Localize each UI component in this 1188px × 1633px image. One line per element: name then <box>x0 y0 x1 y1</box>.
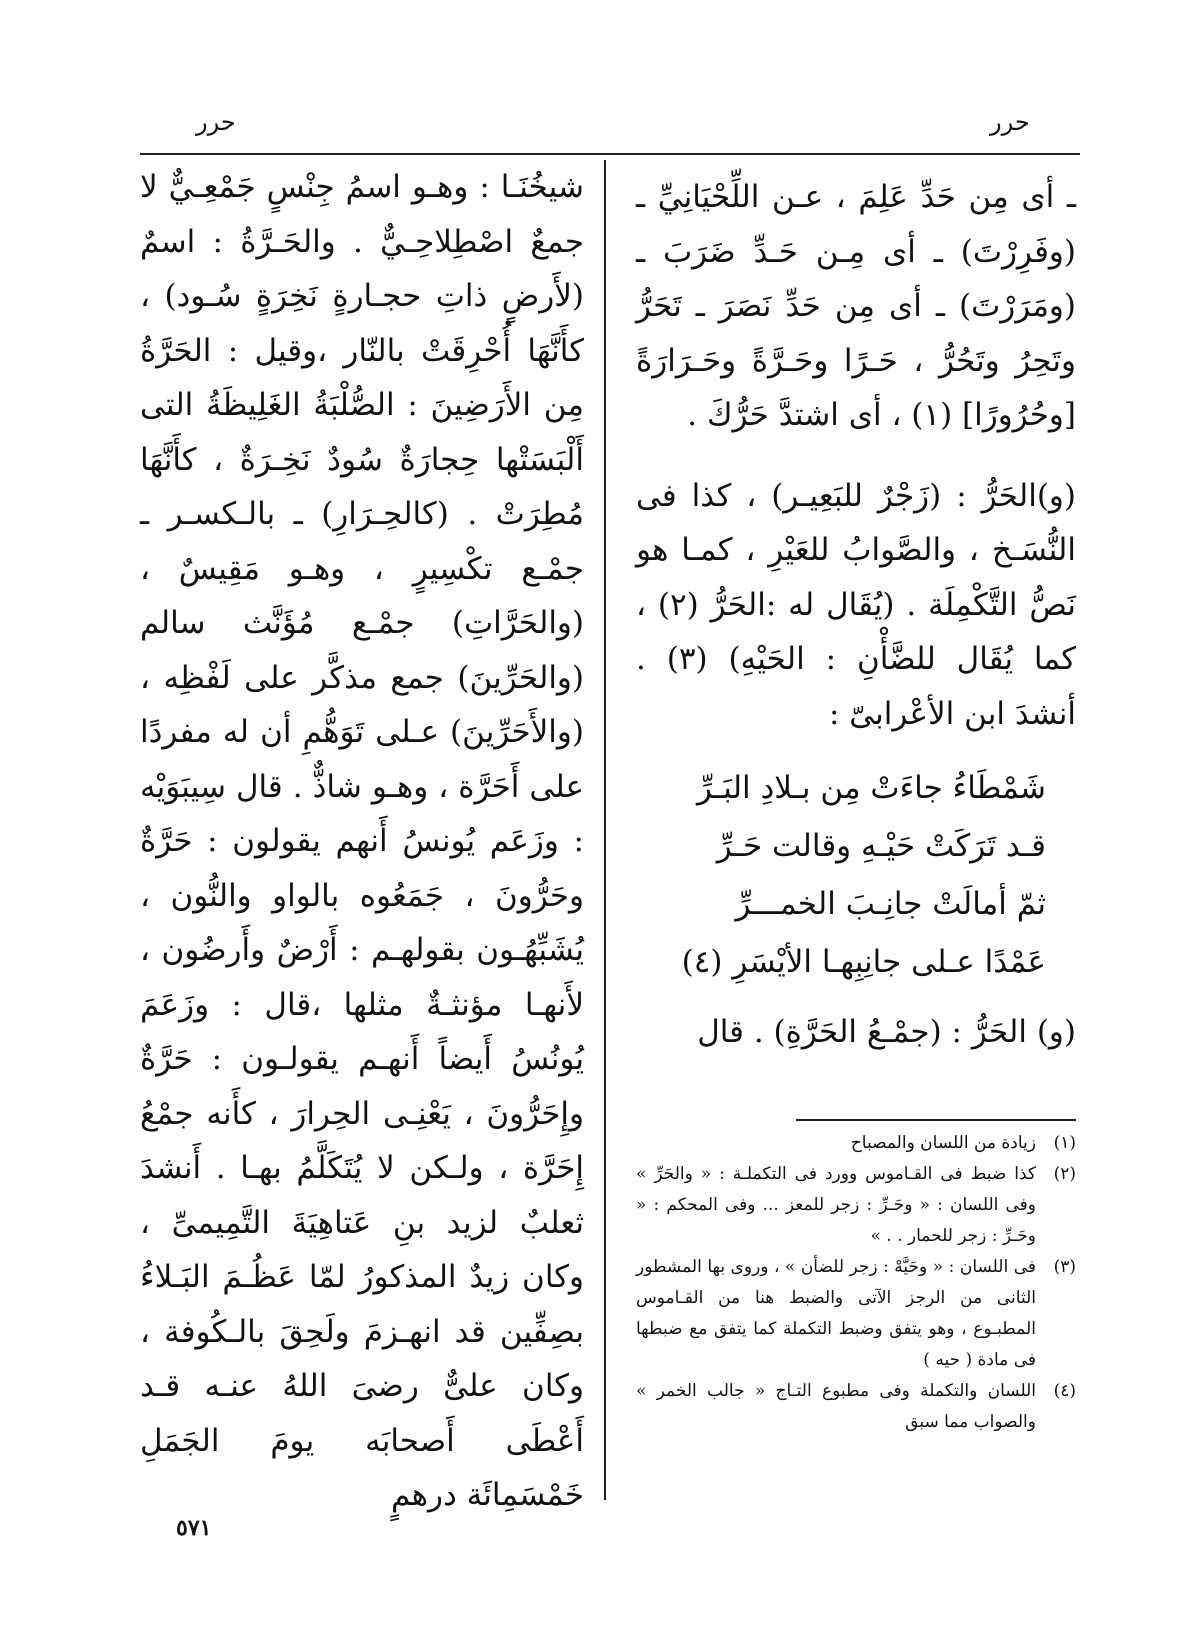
footnote <box>636 1159 1076 1252</box>
footnote <box>636 1128 1076 1159</box>
poem-line: قـد تَرَكَتْ حَيْـهِ وقالت حَـرِّ <box>716 828 1046 864</box>
right-paragraph-3: (و) الحَرُّ : (جمْـعُ الحَرَّةِ) . قال <box>697 1014 1076 1050</box>
footnote-text: زيادة من اللسان والمصباح <box>850 1133 1036 1153</box>
poem-line: ثمّ أمالَتْ جانِـبَ الخمـــرِّ <box>735 886 1046 922</box>
footnote-number: (١) <box>1053 1133 1076 1153</box>
footnote <box>636 1376 1076 1438</box>
page-number: ٥٧١ <box>176 1515 212 1541</box>
right-paragraph-2: (و)الحَرُّ : (زَجْرٌ للبَعِيـر) ، كذا فى النُّسَـخ ، والصَّوابُ للعَيْرِ ، كمـا هو نَصُّ التَّكْمِلَة . (يُقَال له :الحَرُّ (٢) ، كما يُقَال للضَّأْنِ : الحَيْهِ) (٣) . أنشدَ ابن الأعْرابىّ : <box>636 477 1076 732</box>
footnote-number: (٤) <box>1053 1381 1076 1401</box>
footnotes <box>636 1128 1076 1438</box>
right-paragraph-1: ـ أى مِن حَدِّ عَلِمَ ، عـن اللِّحْيَانِيِّ ـ (وفَرِرْتَ) ـ أى مِـن حَـدِّ ضَرَبَ ـ (ومَرَرْتَ) ـ أى مِن حَدِّ نَصَرَ ـ تَحَرُّ وتَحِرُ وتَحُرُّ ، حَـرًا وحَـرَّةً وحَـرَارَةً [وحُرُورًا] (١) ، أى اشتدَّ حَرُّكَ . <box>636 179 1076 433</box>
header-rule <box>140 153 1080 155</box>
footnote <box>636 1252 1076 1376</box>
footnote-text: كذا ضبط فى القـاموس وورد فى التكملـة : « والحَرِّ » وفى اللسان : « وحَـرِّ : زجر للمعز ... وفى المحكم : « وحَـرِّ : زجر للحمار . . » <box>636 1164 1036 1246</box>
left-column <box>140 160 584 1523</box>
footnote-text: فى اللسان : « وحَيَّهْ : زجر للضأن » ، وروى بها المشطور الثانى من الرجز الآتى والضبط هنا من القـاموس المطبـوع ، وهو يتفق وضبط التكملة كما يتفق مع ضبطها فى مادة ( حيه ) <box>636 1257 1036 1370</box>
footnote-rule <box>796 1119 1076 1121</box>
poem-block <box>636 759 1076 991</box>
running-header-right: حرر <box>990 108 1030 136</box>
running-header-left: حرر <box>196 108 236 136</box>
left-column-text: شيخُنَـا : وهـو اسمُ جِنْسٍ جَمْعِـيٌّ لا جمعٌ اصْطِلاحِـيٌّ . والحَـرَّةُ : اسمٌ (لأَرضٍ ذاتِ حجـارةٍ نَخِرَةٍ سُـود) ، كأَنَّهَا أُحْرِقَتْ بالنّار ،وقيل : الحَرَّةُ مِن الأَرَضِينَ : الصُّلْبَةُ الغَلِيظَةُ التى أَلْبَسَتْها حِجارَةٌ سُودٌ نَخِـرَةٌ ، كأَنَّهَا مُطِرَتْ . (كالحِـرَارِ) ـ بالـكسـر ـ جمْـع تكْسِيرٍ ، وهـو مَقِيسٌ ، (والحَرَّاتِ) جمْـع مُؤَنَّث سالم (والحَرِّينَ) جمع مذكَّر على لَفْظِه ، (والأَحَرِّينَ) عـلى تَوَهُّمِ أن له مفردًا على أَحَرَّة ، وهـو شاذٌّ . قال سِيبَوَيْه : وزَعَم يُونسُ أَنهم يقولون : حَرَّةٌ وحَرُّونَ ، جَمَعُوه بالواو والنُّون ، يُشَبِّهُـون بقولهـم : أَرْضٌ وأَرضُون ، لأَنهـا مؤنثـةٌ مثلها ،قال : وزَعَمَ يُونُسُ أَيضاً أَنهـم يقولـون : حَرَّةٌ وإِحَرُّونَ ، يَعْنِـى الحِرارَ ، كأَنه جمْعُ إِحَرَّة ، ولـكن لا يُتَكَلَّمُ بهـا . أَنشدَ ثعلبٌ لزيد بنِ عَتاهِيَةَ التَّمِيمىِّ ، وكان زيدٌ المذكورُ لمّا عَظُـمَ البَـلاءُ بصِفِّين قد انهـزمَ ولَحِقَ بالـكُوفة ، وكان علىٌّ رضىَ اللهُ عنـه قـد أَعْطَى أَصحابَه يومَ الجَمَلِ خَمْسَمِائَة درهمٍ <box>140 169 584 1513</box>
footnote-number: (٣) <box>1053 1257 1076 1277</box>
right-column <box>636 170 1076 1060</box>
poem-line: عَمْدًا عـلى جانِبِهـا الأيْسَرِ (٤) <box>681 944 1046 980</box>
footnote-text: اللسان والتكملة وفى مطبوع التـاج « جالب الخمر » والصواب مما سبق <box>636 1381 1036 1432</box>
column-divider <box>604 160 606 1500</box>
footnote-number: (٢) <box>1053 1164 1076 1184</box>
poem-line: شَمْطَاءُ جاءَتْ مِن بـلادِ البَـرِّ <box>697 770 1046 806</box>
